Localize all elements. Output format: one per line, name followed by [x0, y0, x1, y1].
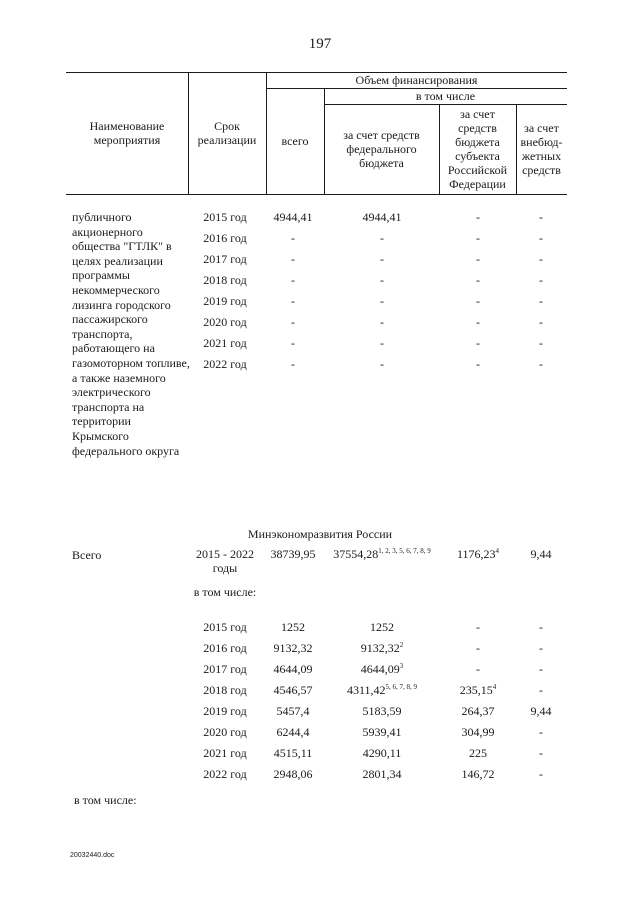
footnote-ref: 1, 2, 3, 5, 6, 7, 8, 9 — [378, 547, 431, 555]
cell-regional: - — [476, 273, 480, 287]
cell-total: 4644,09 — [273, 662, 313, 676]
header-name-col: Наименование мероприятия — [89, 119, 165, 147]
cell-period: 2022 год — [203, 357, 247, 371]
cell-period: 2021 год — [203, 746, 247, 760]
cell-regional: - — [476, 336, 480, 350]
cell-regional: - — [476, 294, 480, 308]
cell-period: 2015 год — [203, 210, 247, 224]
cell-federal: - — [380, 315, 384, 329]
cell-regional: 225 — [469, 746, 487, 760]
cell-period: 2019 год — [203, 294, 247, 308]
cell-total: 4515,11 — [273, 746, 313, 760]
header-period-col: Срок реализации — [197, 119, 257, 147]
cell-federal: 9132,32$^2$ — [360, 641, 404, 655]
cell-period: 2020 год — [203, 725, 247, 739]
cell-federal: 4311,42$^{5, 6, 7, 8, 9}$ — [346, 683, 418, 697]
cell-total: 9132,32 — [273, 641, 313, 655]
cell-extra: - — [539, 294, 543, 308]
cell-regional: 235,15$^4$ — [459, 683, 497, 697]
cell-regional: - — [476, 641, 480, 655]
cell-federal: - — [380, 252, 384, 266]
cell-federal: 2801,34 — [362, 767, 402, 781]
cell-extra: - — [539, 662, 543, 676]
cell-period: 2015 год — [203, 620, 247, 634]
cell-extra: - — [539, 231, 543, 245]
cell-extra: 9,44 — [530, 547, 552, 561]
cell-regional: - — [476, 252, 480, 266]
header-including-group: в том числе — [415, 89, 476, 103]
footnote-ref: 4 — [492, 683, 497, 691]
cell-extra: - — [539, 273, 543, 287]
cell-federal: - — [380, 336, 384, 350]
cell-period: 2016 год — [203, 641, 247, 655]
cell-extra: 9,44 — [530, 704, 552, 718]
page-number: 197 — [308, 36, 332, 52]
cell-total: - — [291, 357, 295, 371]
header-federal-col: за счет средств федерального бюджета — [343, 128, 420, 170]
cell-period: 2020 год — [203, 315, 247, 329]
cell-total: 4546,57 — [273, 683, 313, 697]
cell-regional: - — [476, 662, 480, 676]
total-period: 2015 - 2022 годы — [196, 547, 254, 575]
footer-including-label: в том числе: — [74, 793, 137, 807]
cell-total: 2948,06 — [273, 767, 313, 781]
cell-federal: 37554,28$^{1, 2, 3, 5, 6, 7, 8, 9}$ — [333, 547, 431, 561]
header-extra-col: за счет внебюд-жетных средств — [520, 121, 563, 177]
cell-total: - — [291, 315, 295, 329]
cell-extra: - — [539, 336, 543, 350]
total-label: Всего — [72, 548, 102, 562]
cell-period: 2016 год — [203, 231, 247, 245]
cell-regional: - — [476, 620, 480, 634]
cell-period: 2019 год — [203, 704, 247, 718]
cell-total: 4944,41 — [273, 210, 313, 224]
cell-federal: - — [380, 294, 384, 308]
cell-extra: - — [539, 252, 543, 266]
cell-federal: 5939,41 — [362, 725, 402, 739]
header-total-col: всего — [281, 134, 309, 148]
cell-extra: - — [539, 210, 543, 224]
cell-total: - — [291, 273, 295, 287]
cell-extra: - — [539, 725, 543, 739]
cell-total: 38739,95 — [270, 547, 316, 561]
cell-federal: 1252 — [370, 620, 394, 634]
cell-regional: - — [476, 231, 480, 245]
cell-regional: - — [476, 210, 480, 224]
footnote-ref: 3 — [399, 662, 404, 670]
table-header — [66, 72, 567, 195]
cell-regional: - — [476, 315, 480, 329]
header-regional-col: за счет средств бюджета субъекта Российской Федерации — [447, 107, 508, 191]
cell-federal: 4944,41 — [362, 210, 402, 224]
cell-total: - — [291, 294, 295, 308]
cell-regional: 1176,23$^4$ — [456, 547, 500, 561]
including-label: в том числе: — [193, 585, 257, 599]
cell-extra: - — [539, 683, 543, 697]
cell-regional: 304,99 — [461, 725, 495, 739]
cell-regional: - — [476, 357, 480, 371]
cell-period: 2022 год — [203, 767, 247, 781]
cell-extra: - — [539, 315, 543, 329]
cell-federal: - — [380, 357, 384, 371]
cell-total: 1252 — [281, 620, 305, 634]
cell-federal: - — [380, 231, 384, 245]
cell-total: 6244,4 — [276, 725, 310, 739]
cell-federal: 4644,09$^3$ — [360, 662, 404, 676]
cell-period: 2017 год — [203, 252, 247, 266]
cell-extra: - — [539, 767, 543, 781]
cell-federal: 4290,11 — [362, 746, 402, 760]
footnote-ref: 5, 6, 7, 8, 9 — [385, 683, 418, 691]
ministry-heading: Минэкономразвития России — [247, 527, 393, 541]
cell-regional: 146,72 — [461, 767, 495, 781]
cell-extra: - — [539, 620, 543, 634]
cell-total: 5457,4 — [276, 704, 310, 718]
cell-period: 2017 год — [203, 662, 247, 676]
measure-description: публичного акционерного общества "ГТЛК" в целях реализации программы некоммерческого лизинга городского пассажирского транспорта, работающего на газомоторном топливе, а также наземного электрического транспорта на территории Крымского федерального округа — [72, 210, 190, 458]
cell-extra: - — [539, 357, 543, 371]
cell-total: - — [291, 252, 295, 266]
footnote-ref: 4 — [495, 547, 500, 555]
cell-period: 2021 год — [203, 336, 247, 350]
cell-extra: - — [539, 641, 543, 655]
document-code: 20032440.doc — [70, 852, 115, 859]
footnote-ref: 2 — [399, 641, 404, 649]
cell-federal: - — [380, 273, 384, 287]
cell-extra: - — [539, 746, 543, 760]
cell-period: 2018 год — [203, 273, 247, 287]
cell-period: 2018 год — [203, 683, 247, 697]
cell-regional: 264,37 — [461, 704, 495, 718]
cell-federal: 5183,59 — [362, 704, 402, 718]
cell-total: - — [291, 336, 295, 350]
header-funding-group: Объем финансирования — [355, 73, 478, 87]
header-bottom-rule — [66, 194, 567, 195]
cell-total: - — [291, 231, 295, 245]
